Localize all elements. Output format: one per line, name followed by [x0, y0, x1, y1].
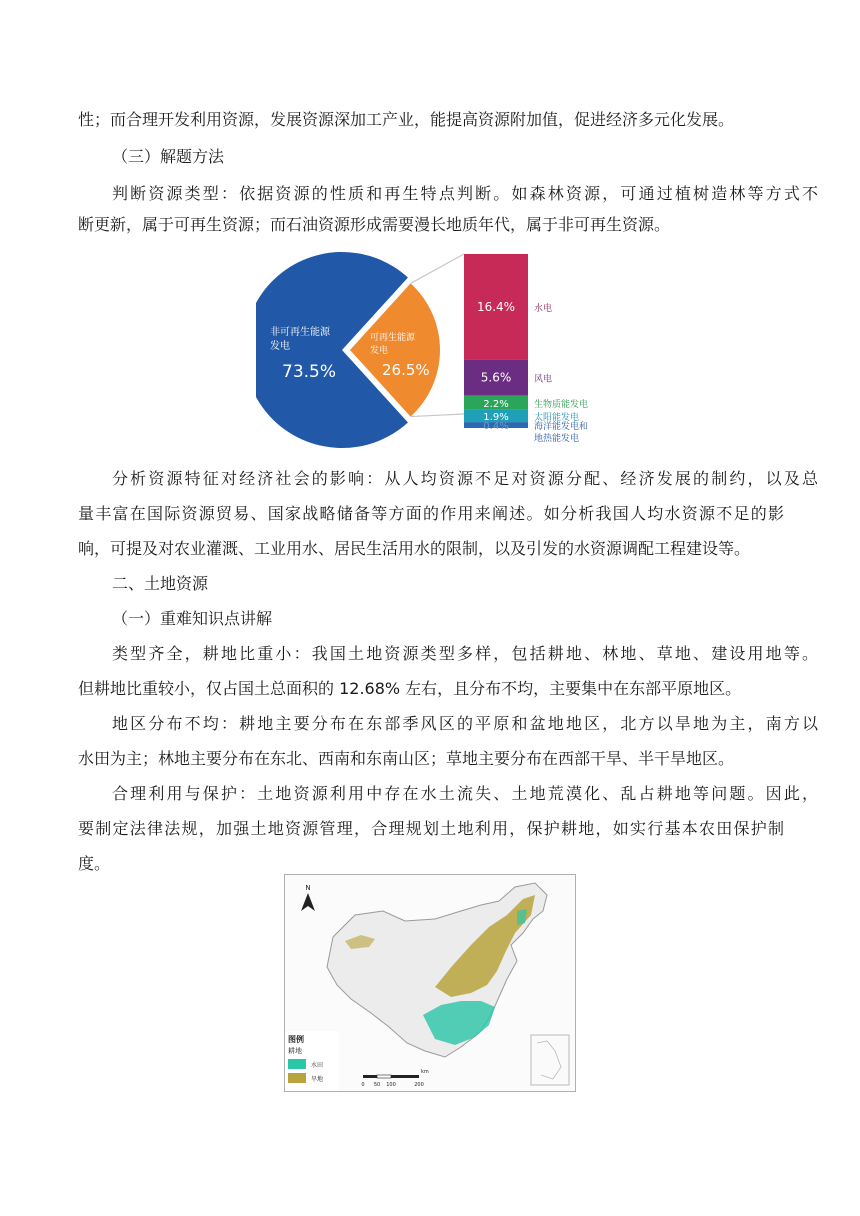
bar-category-label: 风电: [534, 374, 553, 385]
pie-value-renewable: 26.5%: [382, 361, 430, 379]
paragraph-land-type-line1: 类型齐全，耕地比重小：我国土地资源类型多样，包括耕地、林地、草地、建设用地等。: [112, 644, 818, 663]
scale-label: 50: [373, 1082, 381, 1088]
connector-line: [411, 254, 464, 283]
scale-label: 0: [361, 1082, 365, 1088]
legend-subtitle: 耕地: [288, 1047, 302, 1055]
energy-generation-pie-chart: [256, 250, 608, 454]
paragraph-continuation: 性；而合理开发利用资源，发展资源深加工产业，能提高资源附加值，促进经济多元化发展。: [78, 110, 735, 129]
bar-value-label: 5.6%: [480, 370, 512, 385]
pie-value-non-renewable: 73.5%: [282, 362, 337, 382]
paragraph-land-type-line2: 但耕地比重较小，仅占国土总面积的 12.68% 左右，且分布不均，主要集中在东部平原地区。: [78, 679, 742, 698]
scale-label: 200: [414, 1082, 424, 1088]
bar-value-label: 0.4%: [483, 421, 509, 433]
north-arrow-icon: [301, 893, 315, 911]
legend-label: 旱地: [311, 1076, 324, 1083]
paragraph-impact-line1: 分析资源特征对经济社会的影响：从人均资源不足对资源分配、经济发展的制约，以及总: [112, 469, 818, 488]
legend-label: 水田: [311, 1062, 324, 1069]
paragraph-impact-line3: 响，可提及对农业灌溉、工业用水、居民生活用水的限制，以及引发的水资源调配工程建设等。: [78, 539, 751, 558]
paragraph-distribution-line2: 水田为主；林地主要分布在东北、西南和东南山区；草地主要分布在西部干旱、半干旱地区。: [78, 749, 735, 768]
scale-label: 100: [386, 1082, 396, 1088]
paragraph-impact-line2: 量丰富在国际资源贸易、国家战略储备等方面的作用来阐述。如分析我国人均水资源不足的影: [78, 504, 784, 523]
bar-value-label: 2.2%: [483, 398, 509, 410]
bar-category-label: 生物质能发电: [534, 399, 589, 410]
paragraph-protection-line2: 要制定法律法规，加强土地资源管理，合理规划土地利用，保护耕地，如实行基本农田保护制: [78, 819, 784, 838]
scale-unit: km: [421, 1069, 429, 1075]
bar-category-label: 太阳能发电: [534, 412, 580, 423]
bar-value-label: 16.4%: [476, 299, 516, 314]
paragraph-distribution-line1: 地区分布不均：耕地主要分布在东部季风区的平原和盆地地区，北方以旱地为主，南方以: [112, 714, 818, 733]
south-sea-inset: [531, 1035, 569, 1085]
paragraph-protection-line1: 合理利用与保护：土地资源利用中存在水土流失、土地荒漠化、乱占耕地等问题。因此，: [112, 784, 818, 803]
bar-category-label: 水电: [534, 303, 553, 314]
paragraph-resource-type-line1: 判断资源类型：依据资源的性质和再生特点判断。如森林资源，可通过植树造林等方式不: [112, 184, 818, 203]
pie-chart-svg: [256, 250, 608, 454]
paragraph-resource-type-line2: 断更新，属于可再生资源；而石油资源形成需要漫长地质年代，属于非可再生资源。: [78, 215, 671, 234]
north-label: N: [305, 884, 311, 892]
paragraph-protection-line3: 度。: [78, 854, 111, 873]
heading-land-resources: 二、土地资源: [112, 574, 209, 593]
pie-label-non-renewable-line2: 发电: [270, 341, 290, 352]
connector-line: [411, 414, 464, 417]
legend-swatch: [288, 1073, 306, 1083]
bar-value-label: 1.9%: [483, 411, 509, 423]
pie-label-non-renewable: 非可再生能源: [270, 327, 330, 338]
pie-label-renewable: 可再生能源: [370, 333, 416, 343]
bar-category-label: 地热能发电: [534, 434, 580, 445]
cropland-distribution-map: [284, 874, 576, 1092]
bar-category-label: 海洋能发电和: [534, 422, 589, 433]
pie-label-renewable-line2: 发电: [370, 346, 389, 356]
heading-solving-method: （三）解题方法: [112, 147, 225, 166]
scale-bar: [361, 1069, 428, 1088]
legend-swatch: [288, 1059, 306, 1069]
legend-title: 图例: [288, 1035, 304, 1044]
heading-key-points: （一）重难知识点讲解: [112, 609, 273, 628]
map-svg: [285, 875, 575, 1091]
